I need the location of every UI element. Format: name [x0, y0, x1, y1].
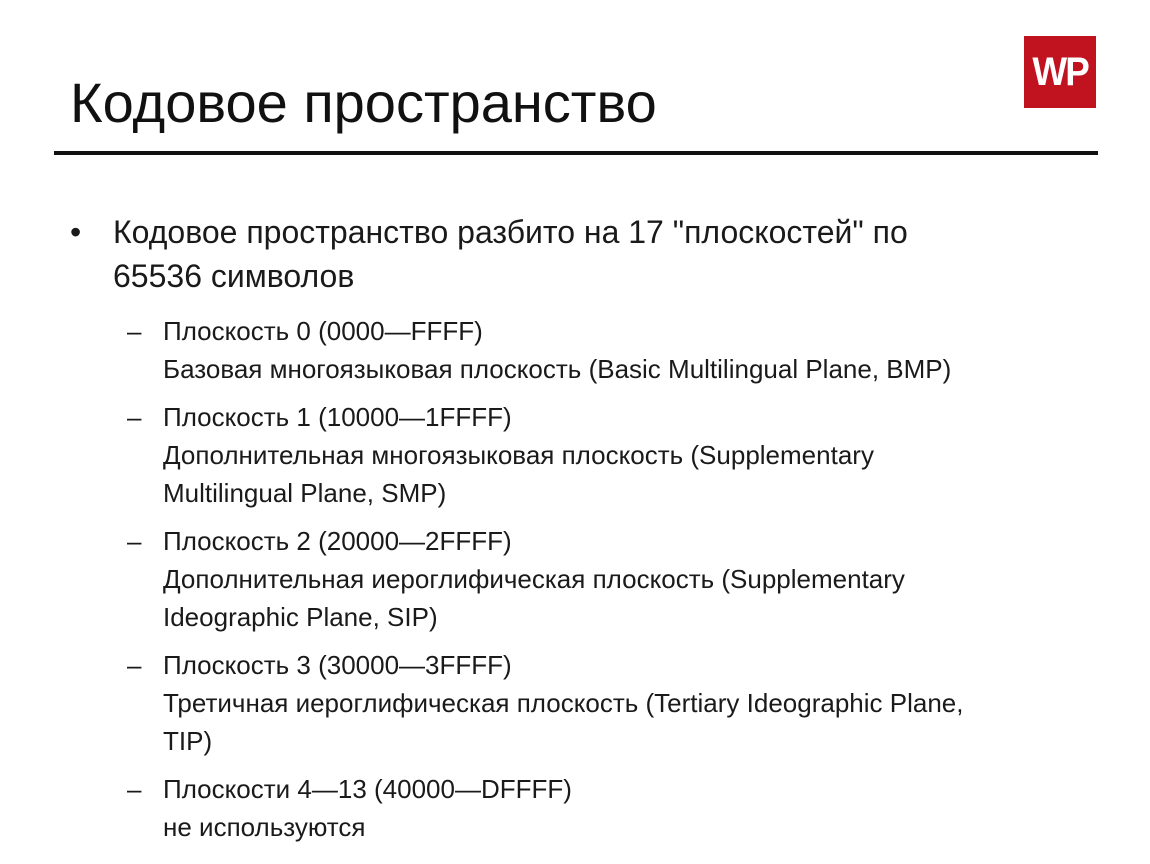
- plane-description-cont: Ideographic Plane, SIP): [163, 602, 438, 632]
- plane-description-cont: Multilingual Plane, SMP): [163, 478, 447, 508]
- plane-description: не используются: [163, 812, 366, 842]
- plane-range: Плоскость 3 (30000—3FFFF): [163, 650, 512, 680]
- plane-item-3: [70, 646, 1070, 760]
- plane-description: Базовая многоязыковая плоскость (Basic Multilingual Plane, BMP): [163, 354, 952, 384]
- plane-range: Плоскости 4—13 (40000—DFFFF): [163, 774, 572, 804]
- dash-marker: –: [127, 402, 142, 432]
- logo-text: WP: [1032, 50, 1088, 94]
- plane-range: Плоскость 1 (10000—1FFFF): [163, 402, 512, 432]
- bullet-text-line-2: 65536 символов: [113, 258, 355, 294]
- plane-description: Дополнительная многоязыковая плоскость (Supplementary: [163, 440, 874, 470]
- dash-marker: –: [127, 526, 142, 556]
- bullet-marker: •: [70, 214, 82, 250]
- wp-logo: [1024, 36, 1096, 108]
- page-title: Кодовое пространство: [70, 71, 657, 134]
- title-divider: [54, 151, 1098, 155]
- dash-marker: –: [127, 650, 142, 680]
- plane-list: [70, 312, 1070, 846]
- plane-range: Плоскость 2 (20000—2FFFF): [163, 526, 512, 556]
- plane-item-1: [70, 398, 1070, 512]
- plane-description: Дополнительная иероглифическая плоскость (Supplementary: [163, 564, 905, 594]
- plane-item-2: [70, 522, 1070, 636]
- dash-marker: –: [127, 316, 142, 346]
- plane-item-0: [70, 312, 1070, 388]
- plane-range: Плоскость 0 (0000—FFFF): [163, 316, 483, 346]
- plane-item-4-13: [70, 770, 1070, 846]
- main-bullet: [70, 210, 1070, 298]
- dash-marker: –: [127, 774, 142, 804]
- plane-description: Третичная иероглифическая плоскость (Tertiary Ideographic Plane,: [163, 688, 964, 718]
- slide-content: [70, 210, 1070, 856]
- plane-description-cont: TIP): [163, 726, 213, 756]
- bullet-text-line-1: Кодовое пространство разбито на 17 "плоскостей" по: [113, 214, 908, 250]
